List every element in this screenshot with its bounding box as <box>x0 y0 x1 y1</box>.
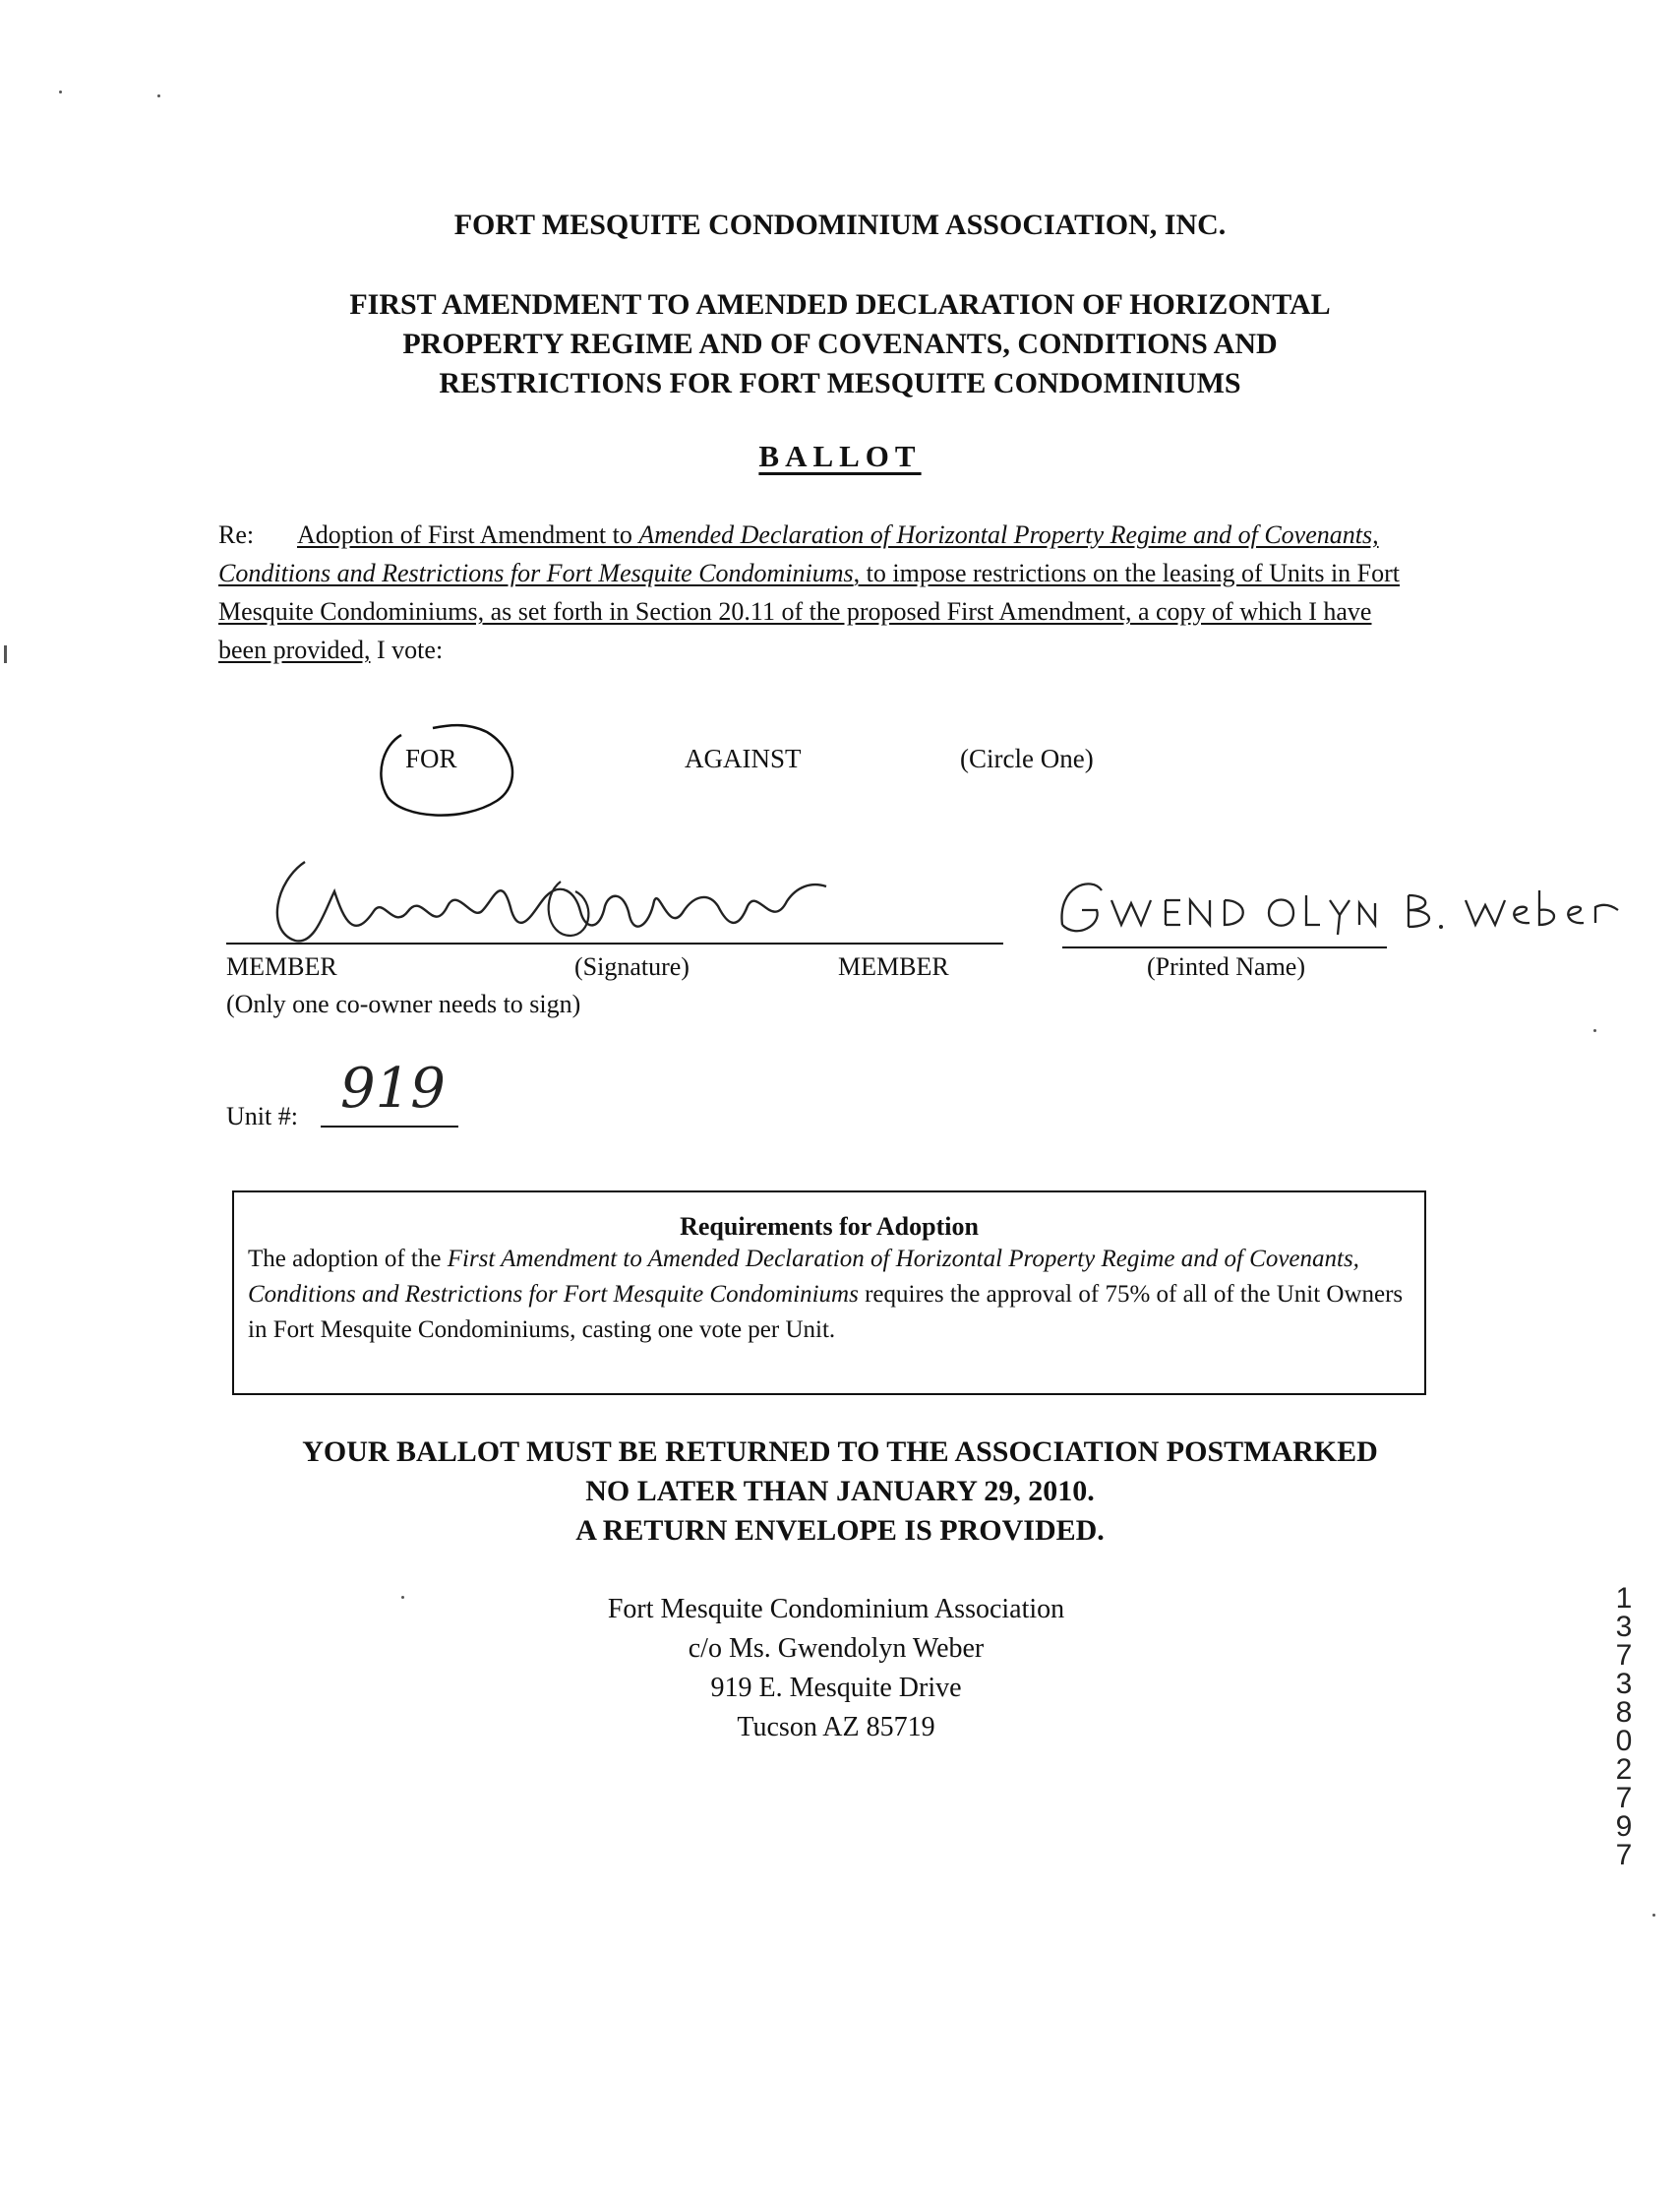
title-line-2: PROPERTY REGIME AND OF COVENANTS, CONDITIONS AND <box>402 328 1278 360</box>
requirements-text-3: requires the approval of 75% of all of the Unit Owners in Fort Mesquite Condominiums, casting one vote per Unit. <box>248 1281 1404 1343</box>
address-line-3: 919 E. Mesquite Drive <box>710 1673 962 1703</box>
unit-line <box>321 1126 458 1128</box>
scan-speck <box>4 645 7 663</box>
scan-speck <box>401 1596 404 1599</box>
member-label: MEMBER <box>226 952 337 981</box>
requirements-text-2: First Amendment to Amended Declaration of Horizontal Property Regime and of Covenants, Conditions and Restrictions for Fort Mesquite Condominiums <box>248 1246 1359 1308</box>
scan-speck <box>1652 1914 1655 1917</box>
signature-line <box>226 943 1003 945</box>
vote-instruction: (Circle One) <box>960 744 1094 773</box>
unit-value: 919 <box>340 1057 446 1121</box>
re-text-2: Amended Declaration of Horizontal Property Regime and of Covenants, Conditions and Restrictions for Fort Mesquite Condominiums <box>218 520 1379 587</box>
signature-label: (Signature) <box>574 952 690 981</box>
address-line-2: c/o Ms. Gwendolyn Weber <box>688 1633 985 1664</box>
re-text-1: Adoption of First Amendment to <box>297 520 639 549</box>
document-title <box>0 285 1680 403</box>
vote-circle-mark <box>374 720 521 828</box>
re-text-3: , to impose restrictions on the leasing of Units in Fort Mesquite Condominiums, as set forth in Section 20.11 of the proposed First Amendment, a copy of which I have been provided, <box>218 559 1401 664</box>
printed-name-line <box>1062 946 1387 948</box>
printed-name-label: (Printed Name) <box>1147 952 1306 981</box>
return-notice <box>0 1433 1680 1551</box>
scan-speck <box>1593 1029 1596 1032</box>
requirements-text <box>248 1242 1410 1348</box>
requirements-text-1: The adoption of the <box>248 1246 448 1272</box>
return-line-3: A RETURN ENVELOPE IS PROVIDED. <box>575 1514 1105 1547</box>
address-line-4: Tucson AZ 85719 <box>737 1712 935 1742</box>
address-line-1: Fort Mesquite Condominium Association <box>607 1594 1065 1624</box>
ballot-heading <box>0 439 1680 474</box>
re-tail: I vote: <box>370 636 444 664</box>
association-name: FORT MESQUITE CONDOMINIUM ASSOCIATION, INC. <box>453 209 1227 241</box>
stamp-text: 13738 02797 <box>1615 1582 1633 1871</box>
unit-label: Unit #: <box>226 1102 298 1130</box>
co-owner-note: (Only one co-owner needs to sign) <box>226 990 581 1018</box>
member-label-2: MEMBER <box>838 952 949 981</box>
requirements-box <box>232 1190 1426 1395</box>
scan-speck <box>157 94 160 97</box>
printed-name-script <box>1052 866 1662 954</box>
title-line-3: RESTRICTIONS FOR FORT MESQUITE CONDOMINIUMS <box>439 367 1241 399</box>
bates-stamp-number <box>1609 1584 1639 1869</box>
vote-option-against[interactable]: AGAINST <box>685 744 802 773</box>
title-line-1: FIRST AMENDMENT TO AMENDED DECLARATION OF HORIZONTAL <box>349 288 1331 321</box>
requirements-title: Requirements for Adoption <box>680 1212 979 1241</box>
re-label: Re: <box>218 520 255 549</box>
vote-option-for[interactable]: FOR <box>405 744 457 773</box>
return-address <box>393 1590 1279 1747</box>
scan-speck <box>59 91 62 93</box>
printed-name-handwritten <box>1052 866 1662 959</box>
ballot-heading-text: BALLOT <box>758 439 922 473</box>
return-line-1: YOUR BALLOT MUST BE RETURNED TO THE ASSOCIATION POSTMARKED <box>302 1435 1378 1468</box>
re-paragraph <box>218 516 1426 669</box>
return-line-2: NO LATER THAN JANUARY 29, 2010. <box>585 1475 1095 1507</box>
